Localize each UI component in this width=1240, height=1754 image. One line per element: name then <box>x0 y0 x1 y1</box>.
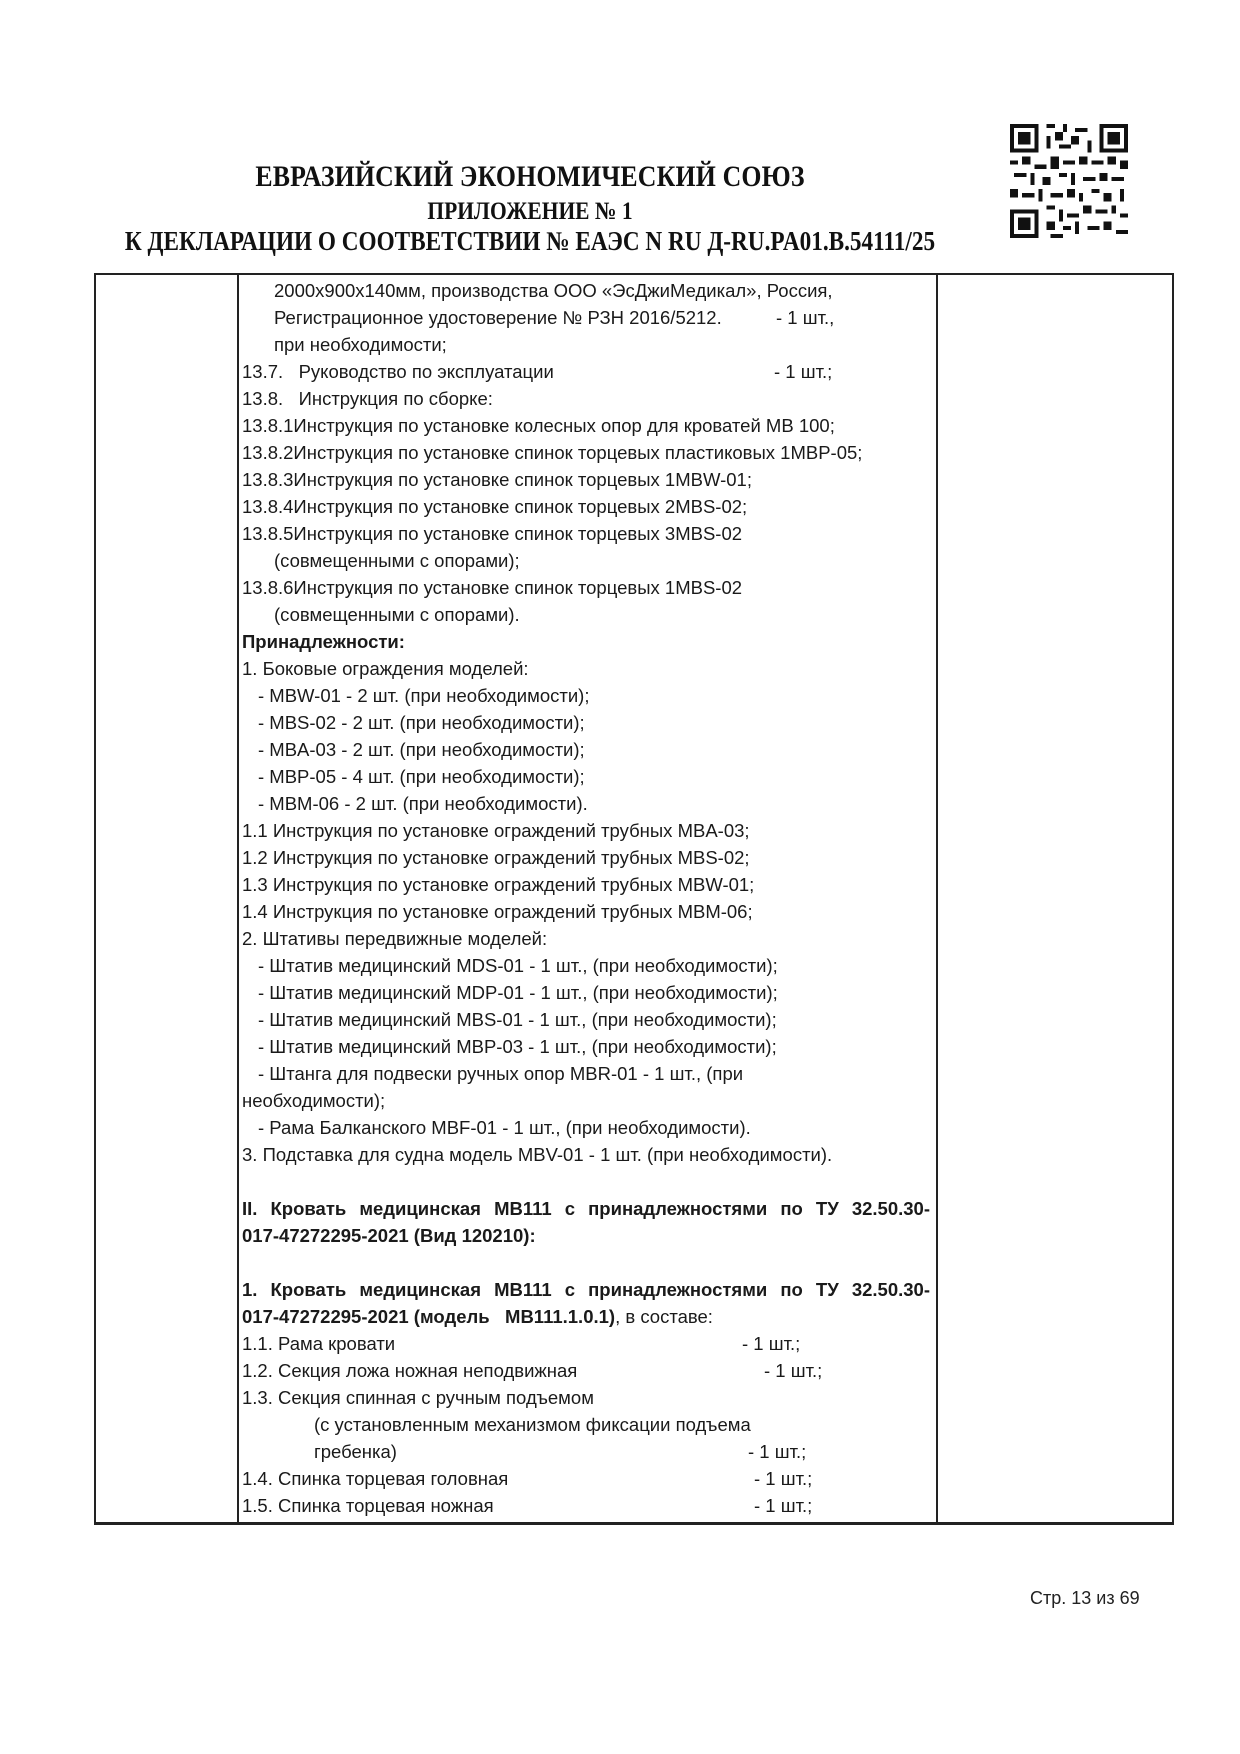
model-heading-mb111: 1. Кровать медицинская МВ111 с принадлежностями по ТУ 32.50.30- <box>242 1279 930 1300</box>
spacer <box>242 1249 932 1276</box>
list-item: - MBS-02 - 2 шт. (при необходимости); <box>258 712 585 733</box>
quantity: - 1 шт.; <box>748 1441 807 1462</box>
list-item: 13.8.3Инструкция по установке спинок торцевых 1MBW-01; <box>242 469 752 490</box>
column-divider-right <box>936 275 938 1522</box>
model-heading-mb111-cont: 017-47272295-2021 (модель МВ111.1.0.1), в составе: <box>242 1306 713 1327</box>
list-item: 1.2 Инструкция по установке ограждений трубных MBS-02; <box>242 847 750 868</box>
list-item: (совмещенными с опорами). <box>274 604 520 625</box>
qr-code-icon <box>1010 124 1128 238</box>
list-item: - Рама Балканского MBF-01 - 1 шт., (при необходимости). <box>258 1117 751 1138</box>
list-item: - Штатив медицинский MBP-03 - 1 шт., (при необходимости); <box>258 1036 777 1057</box>
list-item: - MBW-01 - 2 шт. (при необходимости); <box>258 685 590 706</box>
quantity: - 1 шт.; <box>754 1468 813 1489</box>
list-item: 1.5. Спинка торцевая ножная - 1 шт.; <box>242 1492 932 1519</box>
table-content-cell <box>242 277 932 1519</box>
list-item: 1. Боковые ограждения моделей: <box>242 658 529 679</box>
list-item: 1.3. Секция спинная с ручным подъемом <box>242 1387 594 1408</box>
list-item: 1.1. Рама кровати - 1 шт.; <box>242 1330 932 1357</box>
list-item: Регистрационное удостоверение № РЗН 2016/5212. - 1 шт., <box>242 304 932 331</box>
list-item: (совмещенными с опорами); <box>274 550 520 571</box>
quantity: - 1 шт.; <box>754 1495 813 1516</box>
list-item: (с установленным механизмом фиксации подъема <box>314 1414 751 1435</box>
declaration-number-title: К ДЕКЛАРАЦИИ О СООТВЕТСТВИИ № ЕАЭС N RU Д-RU.PA01.B.54111/25 <box>124 226 936 256</box>
list-item: 13.8. Инструкция по сборке: <box>242 388 493 409</box>
section-heading-accessories: Принадлежности: <box>242 631 405 652</box>
list-item: - Штатив медицинский MDP-01 - 1 шт., (при необходимости); <box>258 982 778 1003</box>
page-number: Стр. 13 из 69 <box>1030 1588 1140 1608</box>
list-item: 13.8.1Инструкция по установке колесных опор для кроватей МВ 100; <box>242 415 835 436</box>
list-item: - Штатив медицинский MBS-01 - 1 шт., (при необходимости); <box>258 1009 777 1030</box>
quantity: - 1 шт.; <box>764 1360 823 1381</box>
list-item: гребенка) - 1 шт.; <box>242 1438 932 1465</box>
list-item: 13.7. Руководство по эксплуатации - 1 шт.; <box>242 358 932 385</box>
list-item: - MBM-06 - 2 шт. (при необходимости). <box>258 793 588 814</box>
list-item: 13.8.4Инструкция по установке спинок торцевых 2MBS-02; <box>242 496 748 517</box>
quantity: - 1 шт.; <box>742 1333 801 1354</box>
list-item: 13.8.2Инструкция по установке спинок торцевых пластиковых 1MBP-05; <box>242 442 863 463</box>
list-item: 1.1 Инструкция по установке ограждений трубных MBA-03; <box>242 820 750 841</box>
spacer <box>242 1168 932 1195</box>
quantity: - 1 шт., <box>776 307 835 328</box>
list-item: 13.8.6Инструкция по установке спинок торцевых 1MBS-02 <box>242 577 743 598</box>
column-divider-left <box>237 275 239 1522</box>
list-item: - MBP-05 - 4 шт. (при необходимости); <box>258 766 585 787</box>
list-item: 1.2. Секция ложа ножная неподвижная - 1 шт.; <box>242 1357 932 1384</box>
quantity: - 1 шт.; <box>774 361 833 382</box>
list-item: - Штатив медицинский MDS-01 - 1 шт., (при необходимости); <box>258 955 778 976</box>
list-item: 3. Подставка для судна модель MBV-01 - 1 шт. (при необходимости). <box>242 1144 833 1165</box>
section-heading-mb111: II. Кровать медицинская МВ111 с принадлежностями по ТУ 32.50.30- <box>242 1198 930 1219</box>
document-org-title: ЕВРАЗИЙСКИЙ ЭКОНОМИЧЕСКИЙ СОЮЗ <box>255 160 805 193</box>
list-item: 1.3 Инструкция по установке ограждений трубных MBW-01; <box>242 874 755 895</box>
list-item: - MBA-03 - 2 шт. (при необходимости); <box>258 739 585 760</box>
list-item: - Штанга для подвески ручных опор MBR-01 - 1 шт., (при <box>258 1063 744 1084</box>
list-item: 2. Штативы передвижные моделей: <box>242 928 548 949</box>
section-heading-mb111-cont: 017-47272295-2021 (Вид 120210): <box>242 1225 536 1246</box>
list-item: 1.4 Инструкция по установке ограждений трубных MBM-06; <box>242 901 753 922</box>
list-item: необходимости); <box>242 1090 386 1111</box>
list-item: 1.4. Спинка торцевая головная - 1 шт.; <box>242 1465 932 1492</box>
list-item: при необходимости; <box>274 334 447 355</box>
list-item: 2000х900х140мм, производства ООО «ЭсДжиМедикал», Россия, <box>274 280 833 301</box>
list-item: 13.8.5Инструкция по установке спинок торцевых 3MBS-02 <box>242 523 743 544</box>
appendix-title: ПРИЛОЖЕНИЕ № 1 <box>427 198 633 225</box>
